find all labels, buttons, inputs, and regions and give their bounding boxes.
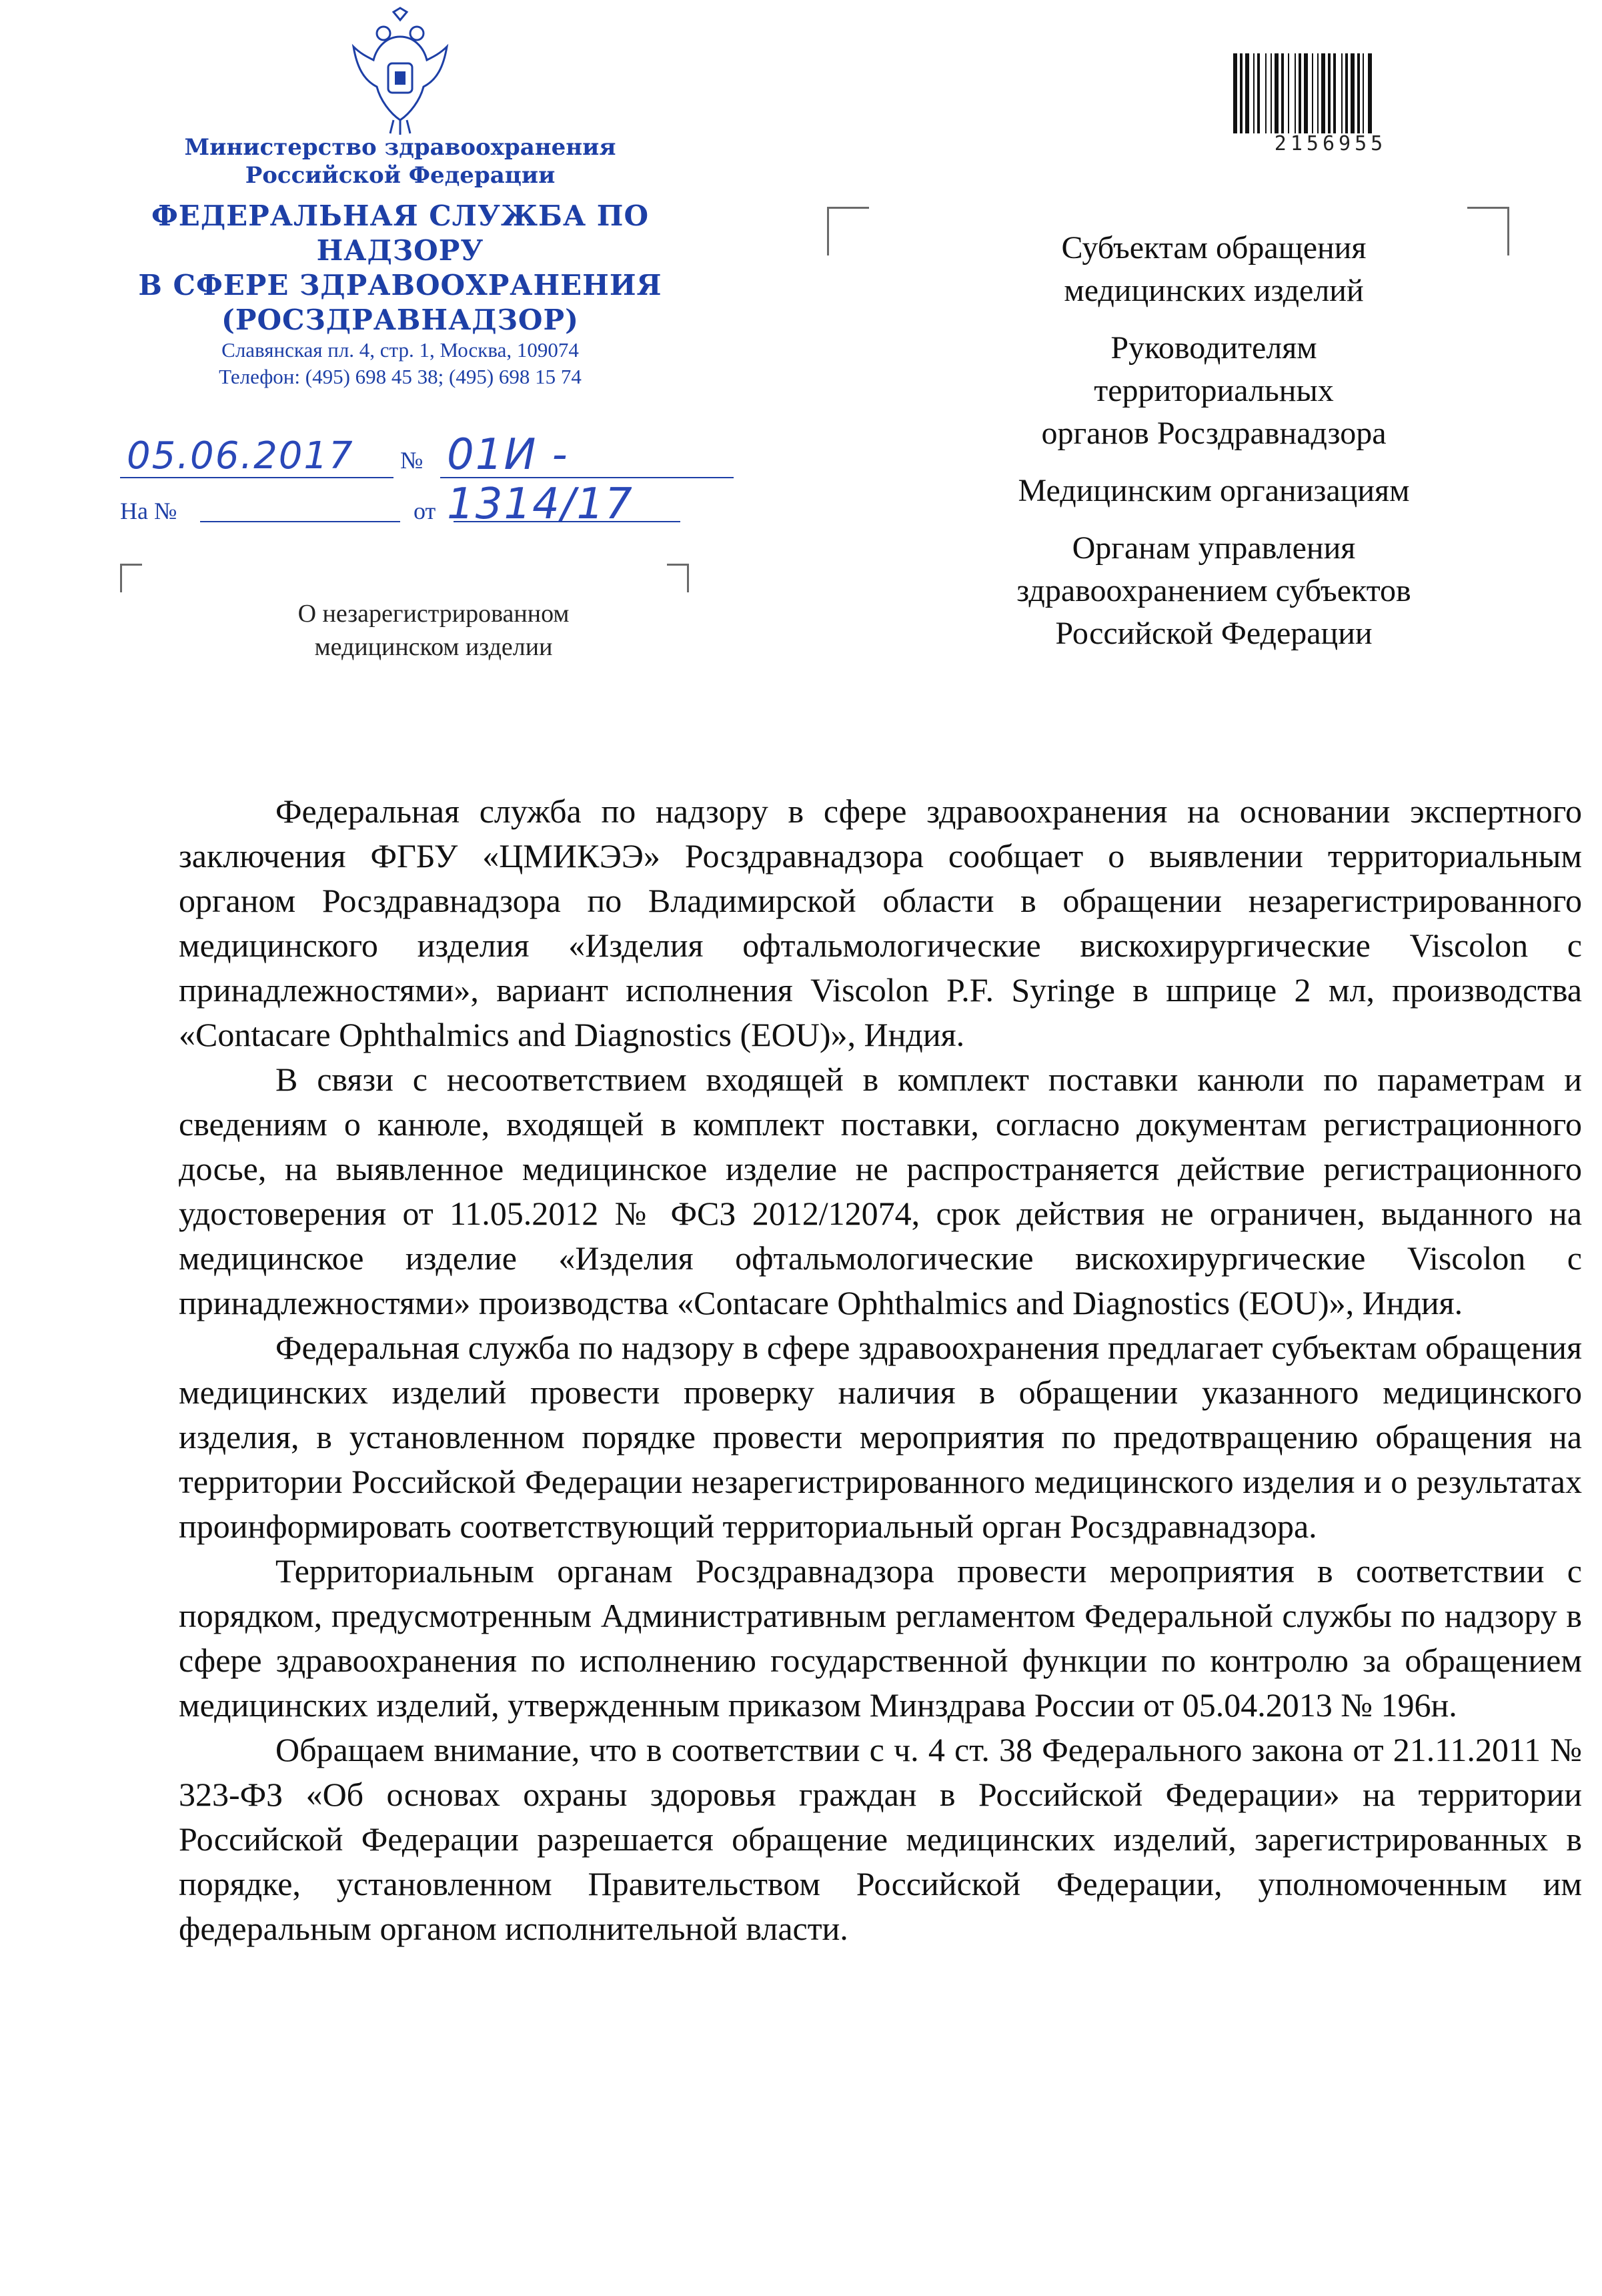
service-name: ФЕДЕРАЛЬНАЯ СЛУЖБА ПО НАДЗОРУ В СФЕРЕ ЗДРАВООХРАНЕНИЯ (РОСЗДРАВНАДЗОР) xyxy=(138,199,662,336)
reference-line xyxy=(113,497,714,530)
ministry-name: Министерство здравоохранения Российской Федерации xyxy=(184,134,616,189)
body-paragraph: Обращаем внимание, что в соответствии с ч. 4 ст. 38 Федерального закона от 21.11.2011 № 323-ФЗ «Об основах охраны здоровья граждан в Российской Федерации» на территории Российской Федерации разрешается обращение медицинских изделий, зарегистрированных в порядке, установленном Правительством Российской Федерации, уполномоченным им федеральным органом исполнительной власти. xyxy=(179,1731,1582,1947)
subject-corner-left xyxy=(120,564,142,592)
reference-no-label: На № xyxy=(120,498,177,524)
body-paragraph: Федеральная служба по надзору в сфере здравоохранения на основании экспертного заключения ФГБУ «ЦМИКЭЭ» Росздравнадзора сообщает о выявлении территориальным органом Росздравнадзора по Владимирской области в обращении незарегистрированного медицинского изделия «Изделия офтальмологические вискохирургические Viscolon с принадлежностями», вариант исполнения Viscolon P.F. Syringe в шприце 2 мл, производства «Contacare Ophthalmics and Diagnostics (EOU)», Индия. xyxy=(179,792,1582,1053)
recipient-group: Субъектам обращения медицинских изделий xyxy=(1061,230,1367,308)
address-line: Славянская пл. 4, стр. 1, Москва, 109074 xyxy=(221,338,579,362)
recipient-group: Медицинским организациям xyxy=(1018,473,1410,508)
subject-corner-right xyxy=(667,564,689,592)
body-paragraph: В связи с несоответствием входящей в комплект поставки канюли по параметрам и сведениям о канюле, входящей в комплект поставки, согласно документам регистрационного досье, на выявленное медицинское изделие не распространяется действие регистрационного удостоверения от 11.05.2012 № ФСЗ 2012/12074, срок действия не ограничен, выданного на медицинское изделие «Изделия офтальмологические вискохирургические Viscolon с принадлежностями» производства «Contacare Ophthalmics and Diagnostics (EOU)», Индия. xyxy=(179,1061,1582,1321)
coat-of-arms-emblem xyxy=(347,7,454,137)
letter-body xyxy=(179,789,1582,1951)
letter-subject: О незарегистрированном медицинском изделии xyxy=(297,600,570,661)
reference-number-blank xyxy=(200,521,400,522)
registration-number-label: № xyxy=(400,447,424,474)
barcode-number: 2156955 xyxy=(1274,132,1387,155)
recipient-group: Органам управления здравоохранением субъектов Российской Федерации xyxy=(1016,530,1411,651)
barcode xyxy=(1231,53,1431,133)
recipients-block xyxy=(920,227,1507,670)
body-paragraph: Федеральная служба по надзору в сфере здравоохранения предлагает субъектам обращения медицинских изделий провести проверку наличия в обращении указанного медицинского изделия, в установленном порядке провести мероприятия по предотвращению обращения на территории Российской Федерации незарегистрированного медицинского изделия и о результатах проинформировать соответствующий территориальный орган Росздравнадзора. xyxy=(179,1329,1582,1545)
sender-address xyxy=(107,337,694,390)
address-corner-left xyxy=(827,207,869,255)
registration-number: 01И - 1314/17 xyxy=(447,430,634,529)
registration-date: 05.06.2017 xyxy=(127,434,354,478)
recipient-group: Руководителям территориальных органов Росздравнадзора xyxy=(1041,330,1387,451)
body-paragraph: Территориальным органам Росздравнадзора провести мероприятия в соответствии с порядком, предусмотренным Административным регламентом Федеральной службы по надзору в сфере здравоохранения по исполнению государственной функции по контролю за обращением медицинских изделий, утвержденным приказом Минздрава России от 05.04.2013 № 196н. xyxy=(179,1552,1582,1724)
phone-line: Телефон: (495) 698 45 38; (495) 698 15 74 xyxy=(219,365,582,388)
reference-date-blank xyxy=(454,521,680,522)
reference-from-label: от xyxy=(414,498,436,524)
